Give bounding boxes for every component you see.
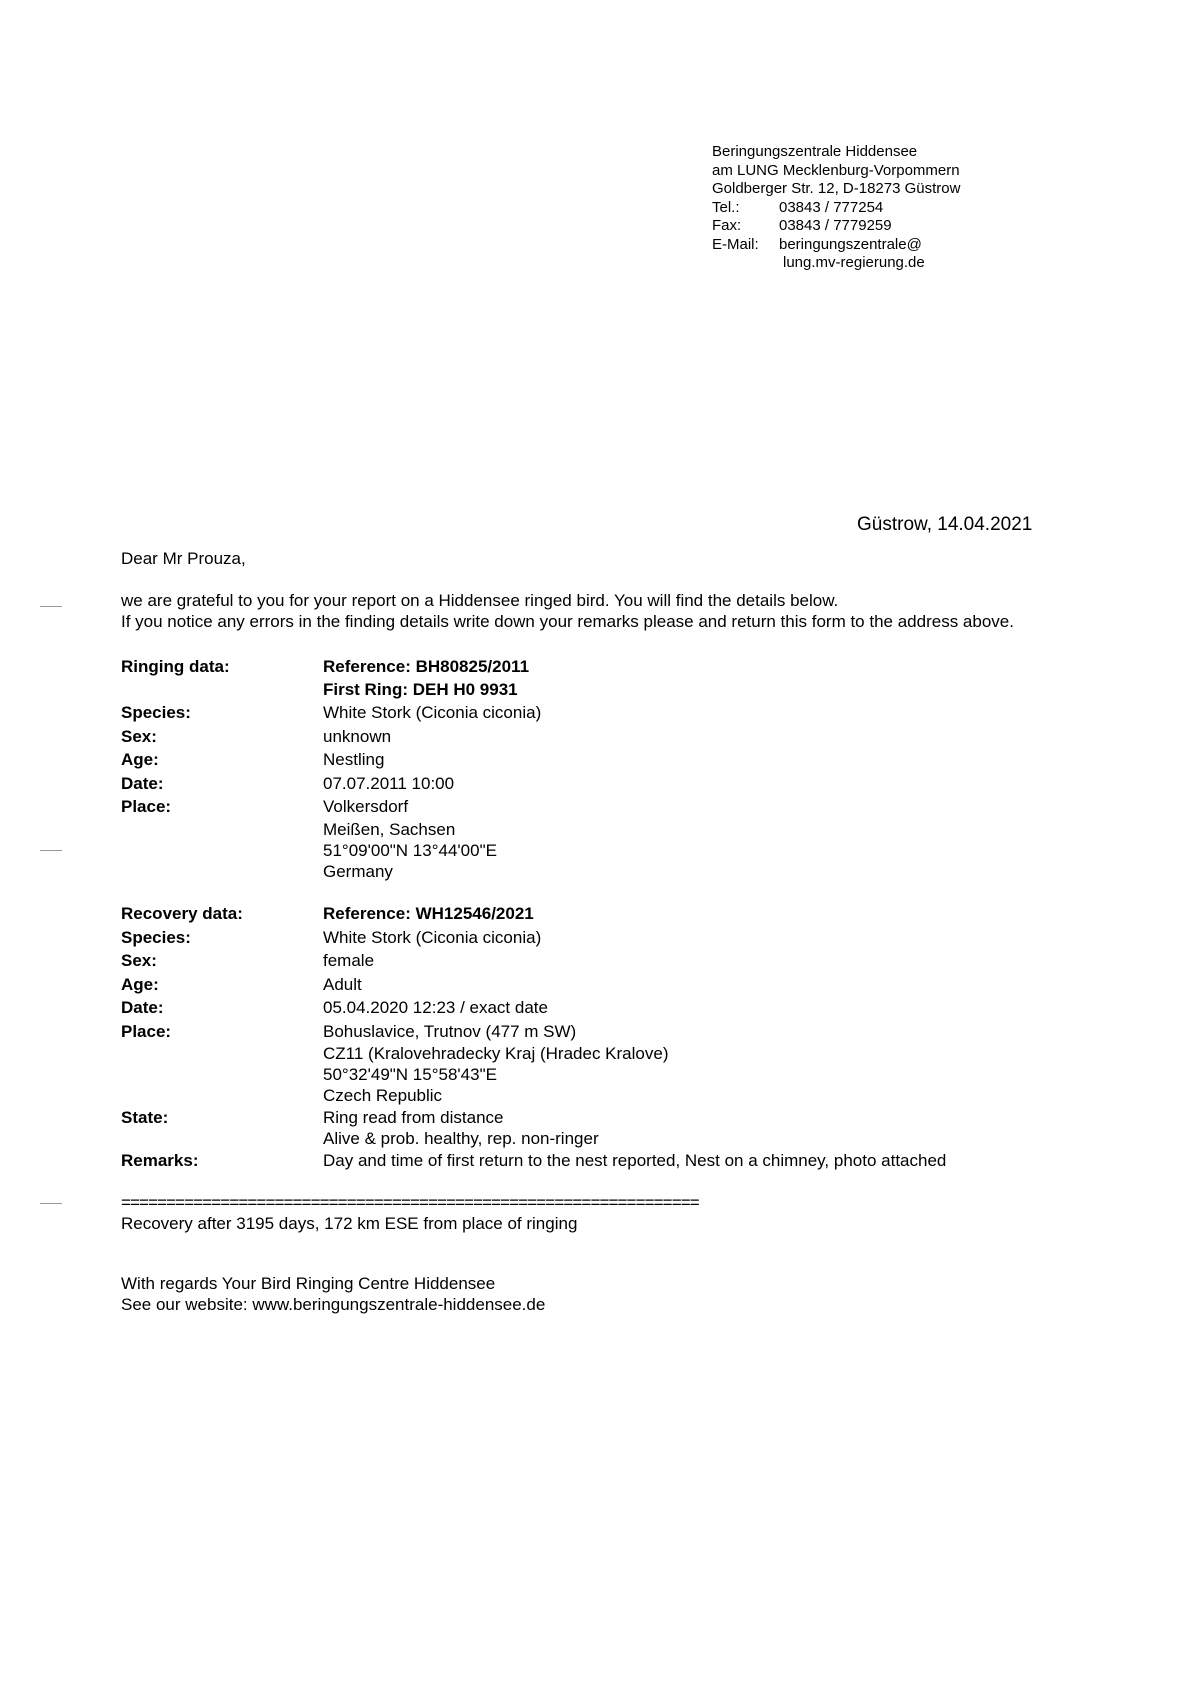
state-label: State: [121, 1108, 169, 1127]
ringing-reference-row [121, 655, 541, 701]
intro-line-1: we are grateful to you for your report on a Hiddensee ringed bird. You will find the details below. [121, 591, 839, 610]
org-name: Beringungszentrale Hiddensee [712, 143, 918, 160]
ringing-species-row [121, 701, 541, 725]
recovery-sex-row [121, 949, 946, 973]
recovery-place-line: Czech Republic [323, 1086, 443, 1105]
fax-label: Fax: [712, 217, 742, 234]
ringing-date: 07.07.2011 10:00 [323, 773, 455, 793]
recovery-date: 05.04.2020 12:23 / exact date [323, 998, 548, 1017]
recovery-data-label: Recovery data: [121, 904, 243, 923]
email-value-line1: beringungszentrale@ [779, 235, 922, 253]
ringing-species: White Stork (Ciconia ciconia) [323, 703, 542, 722]
recovery-state-line: Alive & prob. healthy, rep. non-ringer [323, 1129, 599, 1148]
ringing-sex: unknown [323, 726, 392, 746]
ringing-age-row [121, 748, 541, 772]
intro-paragraph [121, 590, 1014, 632]
date-label: Date: [121, 998, 164, 1017]
recovery-place-line: Bohuslavice, Trutnov (477 m SW) [323, 1021, 577, 1041]
intro-line-2: If you notice any errors in the finding details write down your remarks please and return this form to the address above. [121, 612, 1014, 631]
ringing-data-section [121, 655, 541, 882]
species-label: Species: [121, 703, 191, 722]
email-row [712, 236, 960, 255]
recovery-species-row [121, 926, 946, 950]
recovery-reference: Reference: WH12546/2021 [323, 904, 534, 923]
closing [121, 1273, 545, 1315]
email-value-line2: lung.mv-regierung.de [783, 254, 925, 271]
tel-value: 03843 / 777254 [779, 198, 884, 216]
age-label: Age: [121, 974, 159, 994]
recovery-age-row [121, 973, 946, 997]
ringing-date-row [121, 772, 541, 796]
salutation: Dear Mr Prouza, [121, 549, 246, 568]
email-label: E-Mail: [712, 235, 759, 253]
ringing-data-label: Ringing data: [121, 657, 230, 676]
letter-date: Güstrow, 14.04.2021 [857, 514, 1033, 535]
fold-mark-top [40, 606, 62, 607]
org-affiliation: am LUNG Mecklenburg-Vorpommern [712, 161, 960, 179]
first-ring: First Ring: DEH H0 9931 [323, 680, 518, 699]
recovery-state-row [121, 1107, 946, 1149]
date-label: Date: [121, 773, 164, 793]
age-label: Age: [121, 750, 159, 769]
recovery-species: White Stork (Ciconia ciconia) [323, 927, 542, 947]
ringing-age: Nestling [323, 750, 385, 769]
remarks-label: Remarks: [121, 1151, 199, 1170]
recovery-state-line: Ring read from distance [323, 1108, 504, 1127]
place-label: Place: [121, 1021, 172, 1041]
recovery-place-line: 50°32'49"N 15°58'43"E [323, 1065, 497, 1084]
fold-mark-bottom [40, 1203, 62, 1204]
ringing-place-row [121, 795, 541, 882]
separator-line: ================================================================ [121, 1193, 699, 1212]
place-label: Place: [121, 797, 172, 816]
fax-row [712, 217, 960, 236]
species-label: Species: [121, 927, 191, 947]
ringing-reference: Reference: BH80825/2011 [323, 657, 530, 676]
recovery-summary: Recovery after 3195 days, 172 km ESE from place of ringing [121, 1214, 578, 1233]
tel-row [712, 199, 960, 218]
org-address: Goldberger Str. 12, D-18273 Güstrow [712, 180, 961, 197]
ringing-sex-row [121, 725, 541, 749]
recovery-remarks: Day and time of first return to the nest reported, Nest on a chimney, photo attached [323, 1151, 947, 1170]
recovery-sex: female [323, 951, 375, 970]
ringing-place-line: Germany [323, 861, 393, 881]
letterhead [712, 143, 960, 273]
ringing-place-line: 51°09'00"N 13°44'00"E [323, 840, 497, 860]
ringing-place-line: Volkersdorf [323, 797, 409, 816]
sex-label: Sex: [121, 726, 157, 746]
recovery-reference-row [121, 902, 946, 926]
closing-line-2: See our website: www.beringungszentrale-hiddensee.de [121, 1295, 546, 1314]
recovery-place-line: CZ11 (Kralovehradecky Kraj (Hradec Kralove) [323, 1044, 669, 1063]
recovery-age: Adult [323, 974, 362, 994]
recovery-data-section [121, 902, 946, 1171]
sex-label: Sex: [121, 951, 157, 970]
closing-line-1: With regards Your Bird Ringing Centre Hiddensee [121, 1274, 496, 1293]
fax-value: 03843 / 7779259 [779, 217, 892, 234]
fold-mark-middle [40, 850, 62, 851]
tel-label: Tel.: [712, 198, 740, 216]
recovery-remarks-row [121, 1150, 946, 1171]
ringing-place-line: Meißen, Sachsen [323, 819, 456, 839]
recovery-date-row [121, 996, 946, 1020]
recovery-place-row [121, 1020, 946, 1107]
